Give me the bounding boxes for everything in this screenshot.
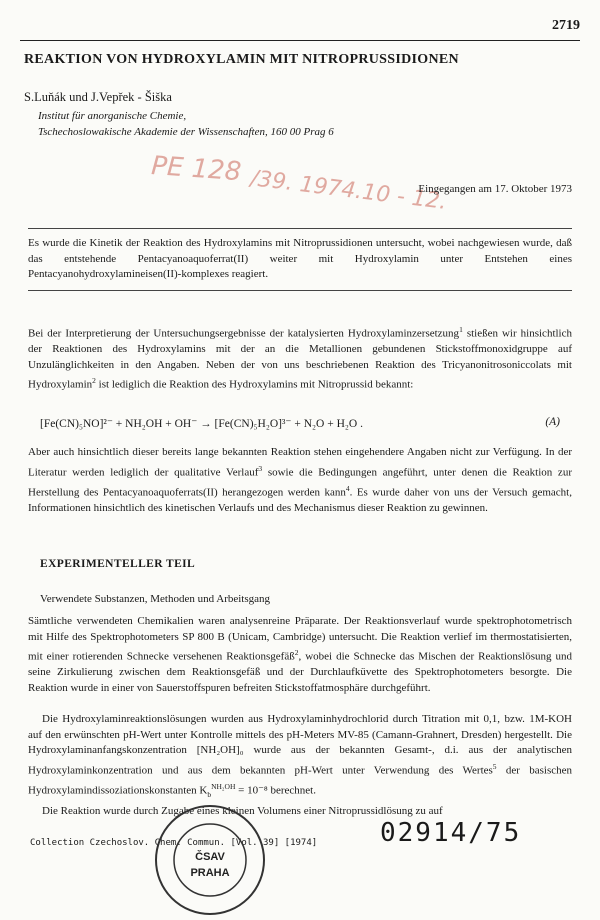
intro-paragraph-2: Aber auch hinsichtlich dieser bereits lange bekannten Reaktion stehen eingehendere Angaben nicht zur Verfügung. In der Literatur werden lediglich der qualitative Verlauf$^3$ sowie die Bedingungen angeführt, unter denen die Reaktion zur Herstellung des Pentacyanoaquoferrats(II) herangezogen werden kann$^4$. Es wurde daher von uns der Versuch gemacht, Informationen hinsichtlich des kinetischen Verlaufs und des Mechanismus dieser Reaktion zu gewinnen. [28, 446, 572, 514]
page-number: 2719 [552, 18, 580, 33]
institute-line-1: Institut für anorganische Chemie, [38, 110, 187, 122]
header-rule [20, 40, 580, 41]
received-date: Eingegangen am 17. Oktober 1973 [418, 183, 572, 195]
svg-text:PRAHA: PRAHA [190, 867, 230, 879]
author-2: J.Vepřek - Šiška [91, 90, 172, 104]
handwritten-annotation-2: /39. 1974.10 - 12. [249, 166, 449, 215]
handwritten-annotation: PE 128 [150, 151, 243, 188]
library-stamp [150, 800, 270, 920]
authors [24, 90, 172, 105]
article-title: REAKTION VON HYDROXYLAMIN MIT NITROPRUSSIDIONEN [24, 52, 459, 67]
equation-A [40, 416, 560, 430]
experimental-paragraph-2: Die Hydroxylaminreaktionslösungen wurden aus Hydroxylaminhydrochlorid durch Titration mit 0,1, bzw. 1M-KOH auf den erwünschten pH-Wert unter Kontrolle mittels des pH-Meters MV-85 (Camann-Grahnert, Dresden) hergestellt. Die Hydroxylaminanfangskonzentration [NH₂OH]₀ wurde aus der bekannten Gesamt-, d.i. aus der analytischen Hydroxylaminkonzentration und aus dem bekannten pH-Wert unter Verwendung des Wertes$^5$ der basischen Hydroxylamindissoziationskonstanten $K_b^{NH_2OH} = 10^{-8}$ berechnet. [28, 713, 573, 799]
authors-und: und [66, 90, 92, 104]
journal-citation: Collection Czechoslov. Chem. Commun. [Vol. 39] [1974] [30, 838, 318, 848]
subsection-heading: Verwendete Substanzen, Methoden und Arbeitsgang [40, 593, 271, 605]
equation-text: [Fe(CN)₅NO]²⁻ + NH₂OH + OH⁻ → [Fe(CN)₅H₂O]³⁻ + N₂O + H₂O . [40, 418, 363, 430]
experimental-paragraph-1: Sämtliche verwendeten Chemikalien waren analysenreine Präparate. Der Reaktionsverlauf wurde spektrophotometrisch mit Hilfe des Spektrophotometers SP 800 B (Unicam, Cambridge) untersucht. Die Reaktion verlief im thermostatisierten, mit einer rotierenden Schnecke versehenen Reaktionsgefäß$^2$, wobei die Schnecke das Mischen der Reaktionslösung und seine Zirkulierung zwischen dem Reaktionsgefäß und der Durchlaufküvette des Spektrophotometers besorgte. Die Reaktion wurde in einer von Sauerstoffspuren befreiten Stickstoffatmosphäre durchgeführt. [28, 615, 573, 694]
author-1: S.Luňák [24, 90, 67, 104]
equation-label: (A) [545, 416, 560, 428]
intro-paragraph-1: Bei der Interpretierung der Untersuchungsergebnisse der katalysierten Hydroxylaminzersetzung$^1$ stießen wir hinsichtlich der Reaktionen des Hydroxylamins mit der an die Metallionen gebundenen Stickstoffmonoxidgruppe auf Unzulänglichkeiten in den Angaben. Neben der von uns beschriebenen Reaktion des Tricyanonitrosoniccolats mit Hydroxylamin$^2$ ist lediglich die Reaktion des Hydroxylamins mit Nitroprussid bekannt: [28, 325, 572, 391]
experimental-paragraph-3: Die Reaktion wurde durch Zugabe eines kleinen Volumens einer Nitroprussidlösung zu auf [42, 805, 443, 817]
section-heading: EXPERIMENTELLER TEIL [40, 558, 196, 570]
handwritten-accession-number: 02914/75 [380, 818, 522, 848]
abstract-bottom-rule [28, 290, 572, 291]
svg-text:ČSAV: ČSAV [195, 851, 225, 863]
abstract: Es wurde die Kinetik der Reaktion des Hydroxylamins mit Nitroprussidionen untersucht, wobei nachgewiesen wurde, daß das entstehende Pentacyanoaquoferrat(II) weiter mit Hydroxylamin unter Entstehen eines Pentacyanohydroxylamineisen(II)-komplexes reagiert. [28, 237, 572, 280]
abstract-top-rule [28, 228, 572, 229]
institute-line-2: Tschechoslowakische Akademie der Wissenschaften, 160 00 Prag 6 [38, 126, 334, 138]
